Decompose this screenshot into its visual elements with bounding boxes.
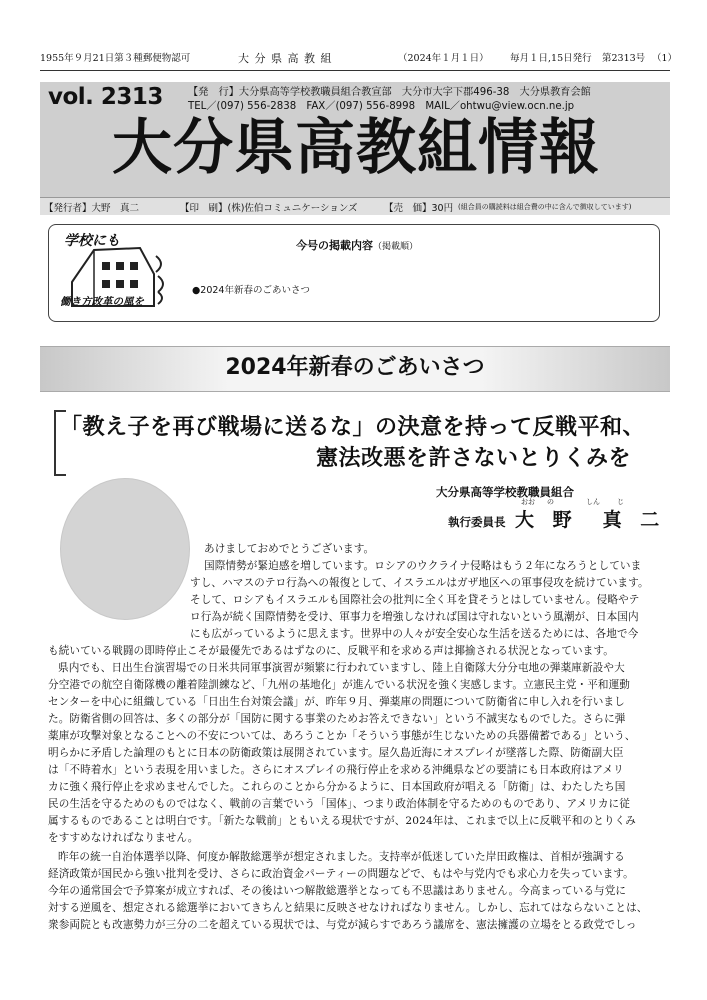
name-ruby-2: の bbox=[547, 498, 554, 506]
issue-date: （2024年１月１日） bbox=[398, 53, 489, 64]
body-line: 今年の通常国会で予算案が成立すれば、その後はいつ解散総選挙となっても不思議はありません。今高まっている与党に bbox=[48, 885, 627, 897]
publisher-address: 【発 行】大分県高等学校教職員組合教宣部 大分市大字下郡496-38 大分県教育会館 bbox=[188, 87, 591, 98]
body-line: をすすめなければなりません。 bbox=[48, 832, 199, 844]
contents-list-item[interactable]: ●2024年新春のごあいさつ bbox=[192, 285, 310, 296]
issue-header bbox=[40, 50, 678, 66]
body-line: は「不時着水」という表現を用いました。さらにオスプレイの飛行停止を求める沖縄県などの要請にも日本政府はアメリ bbox=[48, 764, 624, 776]
body-line: ロ行為が続く国際情勢を受け、軍事力を増強しなければ国は守れないという風潮が、日本国内 bbox=[190, 611, 639, 623]
body-line: 経済政策が国民から強い批判を受け、さらに政治資金パーティーの問題などで、もはや与党内でも求心力を失っています。 bbox=[48, 868, 634, 880]
printer-name: 【印 刷】(株)佐伯コミュニケーションズ bbox=[180, 203, 358, 214]
newspaper-title: 大分県高教組情報 bbox=[112, 113, 600, 183]
body-line: にも広がっているように思えます。世界中の人々が安全安心な生活を送るためには、各地で今 bbox=[190, 628, 639, 640]
section-title: 2024年新春のごあいさつ bbox=[225, 355, 485, 380]
author-organization: 大分県高等学校教職員組合 bbox=[436, 485, 574, 499]
publisher-name: 【発行者】大野 真二 bbox=[44, 203, 140, 214]
body-line: あけましておめでとうございます。 bbox=[204, 543, 375, 555]
headline-line-2: 憲法改悪を許さないとりくみを bbox=[316, 445, 632, 471]
name-ruby-3: しん bbox=[586, 498, 600, 506]
body-line: 分空港での航空自衛隊機の離着陸訓練など、「九州の基地化」が進んでいる状況を強く実感します。立憲民主党・平和運動 bbox=[48, 679, 631, 691]
body-line: も続いている戦闘の即時停止こそが最優先であるはずなのに、反戦平和を求める声は揶揄される状況となっています。 bbox=[48, 645, 614, 657]
contents-heading-note: （掲載順） bbox=[373, 242, 419, 252]
name-ruby-4: じ bbox=[617, 498, 624, 506]
body-line: 薬庫が攻撃対象となることへの不安については、あろうことか「そういう事態が生じないための兵器備蓄である」という、 bbox=[48, 730, 636, 742]
masthead-footer bbox=[40, 197, 670, 215]
body-line: すし、ハマスのテロ行為への報復として、イスラエルはガザ地区への軍事侵攻を続けています。 bbox=[190, 577, 649, 589]
body-line: そして、ロシアもイスラエルも国際社会の批判に全く耳を貸そうとはしていません。侵略やテ bbox=[190, 594, 640, 606]
paper-name: 大 分 県 高 教 組 bbox=[238, 52, 333, 65]
body-line: カに強く飛行停止を求めませんでした。これらのことから分かるように、日本国政府が唱える「防衛」は、わたしたち国 bbox=[48, 781, 626, 793]
body-line: センターを中心に組織している「日出生台対策会議」が、昨年９月、弾薬庫の問題について防衛省に申し入れを行いまし bbox=[48, 696, 625, 708]
body-line: 属するものであることは明白です。「新たな戦前」ともいえる現状ですが、2024年は、これまで以上に反戦平和のとりくみ bbox=[48, 815, 636, 827]
logo-text-top: 学校にも bbox=[64, 233, 120, 249]
publisher-contact: TEL／(097) 556-2838 FAX／(097) 556-8998 MAIL／ohtwu@view.ocn.ne.jp bbox=[188, 101, 575, 112]
postal-permit: 1955年９月21日第３種郵便物認可 bbox=[40, 53, 191, 64]
volume-number: vol. 2313 bbox=[48, 84, 163, 110]
body-line: 県内でも、日出生台演習場での日米共同軍事演習が頻繁に行われていますし、陸上自衛隊大分分屯地の弾薬庫新設や大 bbox=[58, 662, 625, 674]
author-photo bbox=[60, 478, 190, 620]
price-note: (組合員の購読料は組合費の中に含んで徴収しています) bbox=[458, 203, 632, 211]
body-line: 対する逆風を、想定される総選挙においてきちんと結果に反映させなければなりません。しかし、忘れてはならないことは、 bbox=[48, 902, 648, 914]
issue-number: 第2313号 bbox=[602, 53, 646, 64]
logo-text-bottom: 働き方改革の風を bbox=[60, 296, 144, 308]
body-line: 国際情勢が緊迫感を増しています。ロシアのウクライナ侵略はもう２年になろうとしていま bbox=[204, 560, 642, 572]
campaign-logo bbox=[58, 230, 178, 314]
body-line: 衆参両院とも改憲勢力が三分の二を超えている現状では、与党が減らすであろう議席を、憲法擁護の立場をとる政党でしっ bbox=[48, 919, 637, 931]
body-line: 昨年の統一自治体選挙以降、何度か解散総選挙が想定されました。支持率が低迷していた岸田政権は、首相が強調する bbox=[58, 851, 625, 863]
body-line: た。防衛省側の回答は、多くの部分が「国防に関する事業のためお答えできない」という不誠実なものでした。さらに弾 bbox=[48, 713, 626, 725]
price: 【売 価】30円 bbox=[384, 203, 454, 214]
body-line: 明らかに矛盾した論理のもとに日本の防衛政策は展開されています。屋久島近海にオスプレイが墜落した際、防衛副大臣 bbox=[48, 747, 624, 759]
headline-line-1: 「教え子を再び戦場に送るな」の決意を持って反戦平和、 bbox=[60, 414, 646, 440]
body-line: 民の生活を守るためのものではなく、戦前の言葉でいう「国体」、つまり政治体制を守るためのものであり、アメリカに従 bbox=[48, 798, 630, 810]
author-role: 執行委員長 bbox=[448, 515, 506, 529]
header-rule bbox=[40, 70, 670, 71]
page-number: （1） bbox=[652, 53, 678, 64]
contents-heading bbox=[296, 237, 418, 253]
issue-schedule: 毎月１日,15日発行 bbox=[510, 53, 592, 64]
author-name: 大 野 真 二 bbox=[515, 509, 666, 531]
contents-heading-text: 今号の掲載内容 bbox=[296, 239, 373, 252]
name-ruby-1: おお bbox=[521, 498, 535, 506]
